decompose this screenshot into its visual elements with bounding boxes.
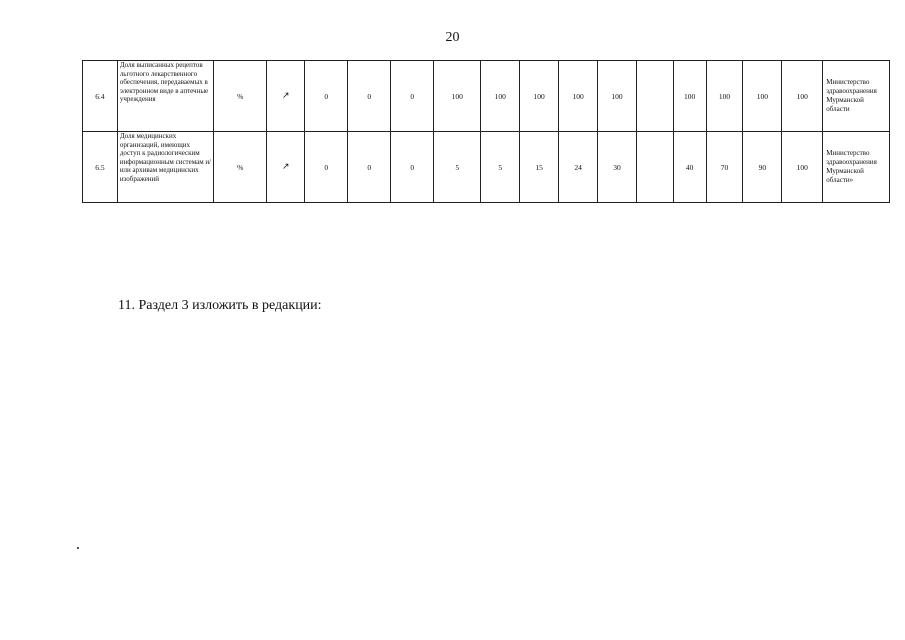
indicator-name: Доля выписанных рецептов льготного лекарственного обеспечения, передаваемых в электронном виде в аптечные учреждения	[117, 61, 213, 132]
value-cell: 100	[673, 61, 706, 132]
row-number: 6.5	[83, 132, 118, 203]
table-row	[83, 132, 890, 203]
section-instruction: 11. Раздел 3 изложить в редакции:	[118, 298, 322, 313]
value-cell: 100	[481, 61, 520, 132]
value-cell: 0	[348, 61, 391, 132]
value-cell: 40	[673, 132, 706, 203]
value-cell: 0	[348, 132, 391, 203]
value-cell: 0	[391, 61, 434, 132]
page-number: 20	[445, 30, 460, 45]
value-cell: 30	[598, 132, 637, 203]
indicator-name: Доля медицинских организаций, имеющих доступ к радиологическим информационным системам и/или архивам медицинских изображений	[117, 132, 213, 203]
value-cell: 100	[559, 61, 598, 132]
value-cell	[636, 132, 673, 203]
value-cell: 100	[782, 132, 823, 203]
value-cell: 5	[434, 132, 481, 203]
scan-speck	[77, 547, 79, 549]
value-cell: 70	[706, 132, 743, 203]
row-number: 6.4	[83, 61, 118, 132]
responsible-cell: Министерство здравоохранения Мурманской области»	[823, 132, 890, 203]
responsible-cell: Министерство здравоохранения Мурманской области	[823, 61, 890, 132]
value-cell: 100	[598, 61, 637, 132]
value-cell: 0	[305, 132, 348, 203]
value-cell: 100	[743, 61, 782, 132]
table-row	[83, 61, 890, 132]
value-cell: 5	[481, 132, 520, 203]
value-cell: 0	[305, 61, 348, 132]
value-cell: 100	[706, 61, 743, 132]
north-east-arrow-icon: ↗	[267, 132, 305, 203]
unit-cell: %	[214, 132, 267, 203]
value-cell	[636, 61, 673, 132]
value-cell: 100	[782, 61, 823, 132]
value-cell: 90	[743, 132, 782, 203]
value-cell: 0	[391, 132, 434, 203]
value-cell: 24	[559, 132, 598, 203]
value-cell: 100	[520, 61, 559, 132]
indicators-table	[82, 60, 890, 203]
north-east-arrow-icon: ↗	[267, 61, 305, 132]
unit-cell: %	[214, 61, 267, 132]
value-cell: 15	[520, 132, 559, 203]
value-cell: 100	[434, 61, 481, 132]
